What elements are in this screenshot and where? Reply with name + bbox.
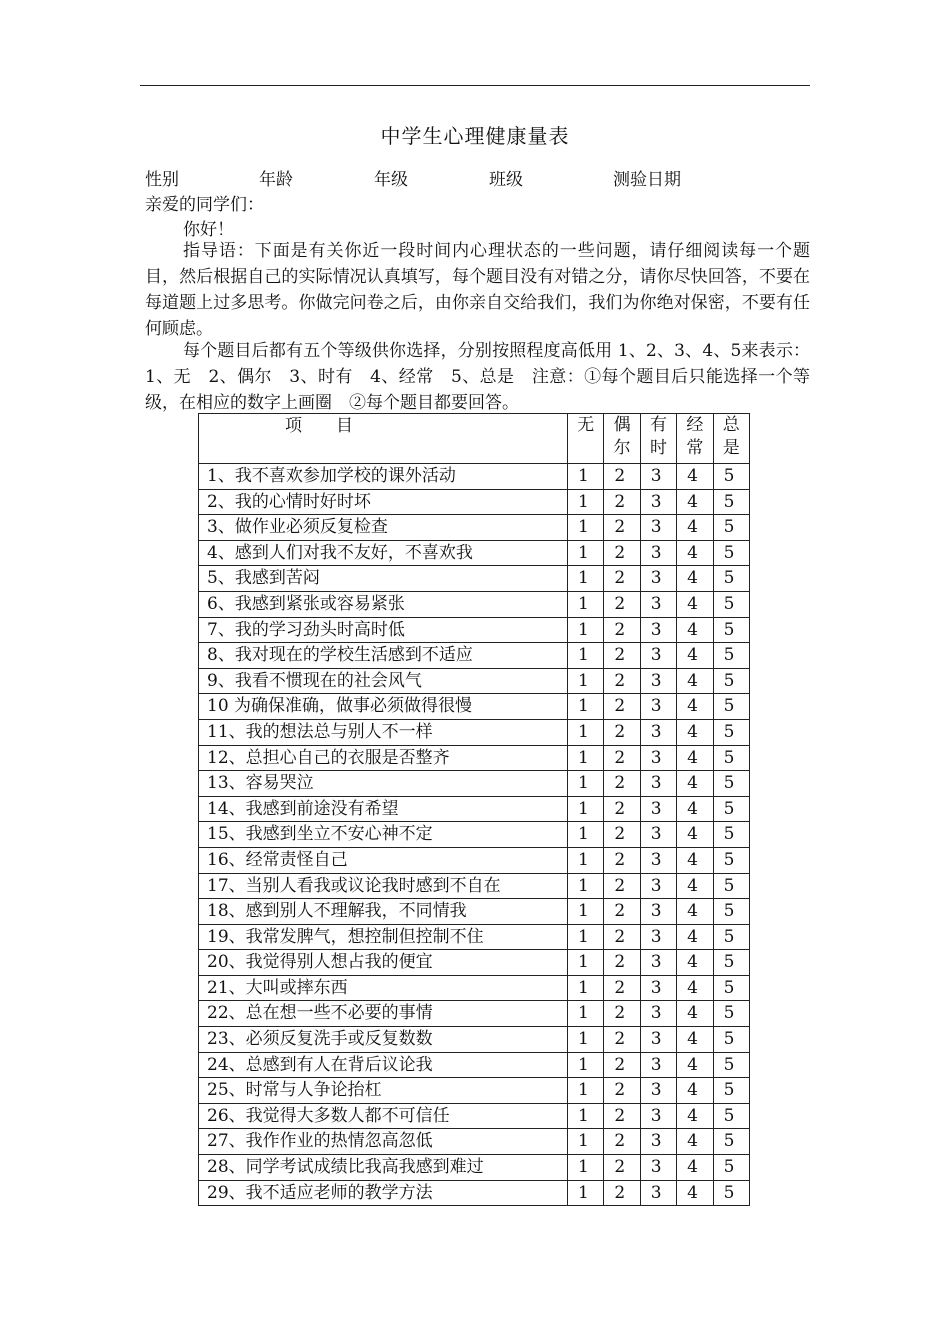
rating-option[interactable]: 3 bbox=[640, 771, 676, 797]
rating-option[interactable]: 2 bbox=[604, 975, 640, 1001]
rating-option[interactable]: 3 bbox=[640, 975, 676, 1001]
rating-option[interactable]: 5 bbox=[713, 464, 749, 490]
rating-option[interactable]: 3 bbox=[640, 1001, 676, 1027]
rating-option[interactable]: 3 bbox=[640, 719, 676, 745]
rating-option[interactable]: 4 bbox=[677, 540, 713, 566]
table-row bbox=[199, 1155, 750, 1181]
header-level-none: 无 bbox=[568, 414, 604, 464]
header-level-sometimes: 有 时 bbox=[640, 414, 676, 464]
rating-option[interactable]: 2 bbox=[604, 643, 640, 669]
question-text: 12、总担心自己的衣服是否整齐 bbox=[199, 745, 568, 771]
questionnaire-table bbox=[198, 413, 750, 1206]
header-rule bbox=[140, 85, 810, 86]
rating-option[interactable]: 5 bbox=[713, 1027, 749, 1053]
question-text: 7、我的学习劲头时高时低 bbox=[199, 617, 568, 643]
rating-option[interactable]: 2 bbox=[604, 1155, 640, 1181]
rating-option[interactable]: 3 bbox=[640, 873, 676, 899]
hello: 你好！ bbox=[183, 220, 234, 240]
table-row bbox=[199, 1001, 750, 1027]
rating-option[interactable]: 2 bbox=[604, 694, 640, 720]
rating-option[interactable]: 1 bbox=[568, 771, 604, 797]
rating-option[interactable]: 1 bbox=[568, 1155, 604, 1181]
rating-option[interactable]: 1 bbox=[568, 975, 604, 1001]
rating-option[interactable]: 3 bbox=[640, 643, 676, 669]
field-age-label: 年龄 bbox=[259, 170, 293, 190]
table-row bbox=[199, 975, 750, 1001]
rating-option[interactable]: 4 bbox=[677, 847, 713, 873]
rating-option[interactable]: 2 bbox=[604, 1180, 640, 1206]
rating-option[interactable]: 4 bbox=[677, 899, 713, 925]
table-row bbox=[199, 719, 750, 745]
rating-option[interactable]: 3 bbox=[640, 1052, 676, 1078]
rating-option[interactable]: 1 bbox=[568, 1078, 604, 1104]
rating-option[interactable]: 2 bbox=[604, 1052, 640, 1078]
table-row bbox=[199, 540, 750, 566]
field-date-label: 测验日期 bbox=[613, 170, 681, 190]
rating-option[interactable]: 5 bbox=[713, 694, 749, 720]
rating-option[interactable]: 3 bbox=[640, 464, 676, 490]
rating-option[interactable]: 2 bbox=[604, 566, 640, 592]
table-row bbox=[199, 847, 750, 873]
rating-option[interactable]: 2 bbox=[604, 847, 640, 873]
rating-option[interactable]: 4 bbox=[677, 1052, 713, 1078]
rating-option[interactable]: 4 bbox=[677, 771, 713, 797]
rating-option[interactable]: 1 bbox=[568, 745, 604, 771]
rating-option[interactable]: 1 bbox=[568, 515, 604, 541]
rating-option[interactable]: 4 bbox=[677, 1155, 713, 1181]
question-text: 21、大叫或摔东西 bbox=[199, 975, 568, 1001]
rating-option[interactable]: 1 bbox=[568, 489, 604, 515]
rating-option[interactable]: 5 bbox=[713, 515, 749, 541]
rating-option[interactable]: 4 bbox=[677, 873, 713, 899]
rating-option[interactable]: 3 bbox=[640, 822, 676, 848]
rating-option[interactable]: 1 bbox=[568, 1129, 604, 1155]
rating-option[interactable]: 3 bbox=[640, 847, 676, 873]
rating-option[interactable]: 4 bbox=[677, 975, 713, 1001]
rating-option[interactable]: 5 bbox=[713, 668, 749, 694]
table-row bbox=[199, 1129, 750, 1155]
rating-option[interactable]: 1 bbox=[568, 464, 604, 490]
rating-option[interactable]: 5 bbox=[713, 847, 749, 873]
rating-option[interactable]: 2 bbox=[604, 950, 640, 976]
field-class-label: 班级 bbox=[489, 170, 523, 190]
rating-option[interactable]: 2 bbox=[604, 1078, 640, 1104]
question-text: 15、我感到坐立不安心神不定 bbox=[199, 822, 568, 848]
rating-option[interactable]: 4 bbox=[677, 591, 713, 617]
question-text: 19、我常发脾气，想控制但控制不住 bbox=[199, 924, 568, 950]
question-text: 16、经常责怪自己 bbox=[199, 847, 568, 873]
table-row bbox=[199, 1103, 750, 1129]
table-row bbox=[199, 566, 750, 592]
question-text: 24、总感到有人在背后议论我 bbox=[199, 1052, 568, 1078]
rating-option[interactable]: 3 bbox=[640, 1078, 676, 1104]
rating-option[interactable]: 5 bbox=[713, 1103, 749, 1129]
question-text: 14、我感到前途没有希望 bbox=[199, 796, 568, 822]
table-row bbox=[199, 822, 750, 848]
rating-option[interactable]: 5 bbox=[713, 745, 749, 771]
instructions-paragraph: 指导语：下面是有关你近一段时间内心理状态的一些问题，请仔细阅读每一个题目，然后根据自己的实际情况认真填写，每个题目没有对错之分，请你尽快回答，不要在每道题上过多思考。你做完问卷之后，由你亲自交给我们，我们为你绝对保密，不要有任何顾虑。 bbox=[145, 241, 810, 339]
question-text: 27、我作作业的热情忽高忽低 bbox=[199, 1129, 568, 1155]
table-row bbox=[199, 643, 750, 669]
rating-option[interactable]: 3 bbox=[640, 1155, 676, 1181]
rating-option[interactable]: 1 bbox=[568, 719, 604, 745]
table-row bbox=[199, 515, 750, 541]
header-level-occasionally: 偶 尔 bbox=[604, 414, 640, 464]
rating-option[interactable]: 4 bbox=[677, 745, 713, 771]
rating-option[interactable]: 5 bbox=[713, 1078, 749, 1104]
table-row bbox=[199, 1078, 750, 1104]
question-text: 9、我看不惯现在的社会风气 bbox=[199, 668, 568, 694]
rating-option[interactable]: 3 bbox=[640, 899, 676, 925]
rating-option[interactable]: 1 bbox=[568, 1052, 604, 1078]
table-row bbox=[199, 796, 750, 822]
rating-option[interactable]: 2 bbox=[604, 745, 640, 771]
rating-option[interactable]: 1 bbox=[568, 1027, 604, 1053]
rating-option[interactable]: 2 bbox=[604, 591, 640, 617]
question-text: 22、总在想一些不必要的事情 bbox=[199, 1001, 568, 1027]
rating-option[interactable]: 3 bbox=[640, 796, 676, 822]
question-text: 11、我的想法总与别人不一样 bbox=[199, 719, 568, 745]
rating-option[interactable]: 5 bbox=[713, 975, 749, 1001]
table-row bbox=[199, 924, 750, 950]
rating-option[interactable]: 1 bbox=[568, 796, 604, 822]
rating-option[interactable]: 5 bbox=[713, 1180, 749, 1206]
rating-option[interactable]: 2 bbox=[604, 515, 640, 541]
rating-option[interactable]: 3 bbox=[640, 668, 676, 694]
rating-option[interactable]: 4 bbox=[677, 1180, 713, 1206]
table-row bbox=[199, 464, 750, 490]
rating-option[interactable]: 1 bbox=[568, 668, 604, 694]
rating-option[interactable]: 2 bbox=[604, 771, 640, 797]
rating-option[interactable]: 2 bbox=[604, 1001, 640, 1027]
rating-option[interactable]: 3 bbox=[640, 1103, 676, 1129]
rating-option[interactable]: 1 bbox=[568, 1001, 604, 1027]
rating-option[interactable]: 4 bbox=[677, 1027, 713, 1053]
rating-option[interactable]: 3 bbox=[640, 1129, 676, 1155]
question-text: 17、当别人看我或议论我时感到不自在 bbox=[199, 873, 568, 899]
rating-option[interactable]: 2 bbox=[604, 924, 640, 950]
rating-option[interactable]: 1 bbox=[568, 1180, 604, 1206]
rating-option[interactable]: 1 bbox=[568, 566, 604, 592]
rating-option[interactable]: 2 bbox=[604, 822, 640, 848]
rating-option[interactable]: 5 bbox=[713, 617, 749, 643]
rating-option[interactable]: 3 bbox=[640, 950, 676, 976]
question-text: 10 为确保准确，做事必须做得很慢 bbox=[199, 694, 568, 720]
field-grade-label: 年级 bbox=[374, 170, 408, 190]
header-item: 项 目 bbox=[199, 414, 568, 464]
rating-option[interactable]: 3 bbox=[640, 745, 676, 771]
rating-option[interactable]: 3 bbox=[640, 540, 676, 566]
rating-option[interactable]: 4 bbox=[677, 1129, 713, 1155]
table-row bbox=[199, 1027, 750, 1053]
rating-option[interactable]: 4 bbox=[677, 617, 713, 643]
question-text: 23、必须反复洗手或反复数数 bbox=[199, 1027, 568, 1053]
greeting: 亲爱的同学们： bbox=[145, 195, 264, 215]
table-row bbox=[199, 668, 750, 694]
rating-option[interactable]: 5 bbox=[713, 643, 749, 669]
rating-option[interactable]: 1 bbox=[568, 643, 604, 669]
rating-option[interactable]: 5 bbox=[713, 1001, 749, 1027]
rating-option[interactable]: 2 bbox=[604, 1129, 640, 1155]
table-row bbox=[199, 1052, 750, 1078]
rating-option[interactable]: 5 bbox=[713, 822, 749, 848]
table-row bbox=[199, 873, 750, 899]
rating-option[interactable]: 5 bbox=[713, 873, 749, 899]
rating-option[interactable]: 2 bbox=[604, 617, 640, 643]
table-row bbox=[199, 617, 750, 643]
rating-option[interactable]: 2 bbox=[604, 873, 640, 899]
header-level-always: 总 是 bbox=[713, 414, 749, 464]
rating-option[interactable]: 2 bbox=[604, 540, 640, 566]
question-text: 3、做作业必须反复检查 bbox=[199, 515, 568, 541]
rating-option[interactable]: 5 bbox=[713, 540, 749, 566]
question-text: 8、我对现在的学校生活感到不适应 bbox=[199, 643, 568, 669]
rating-option[interactable]: 2 bbox=[604, 796, 640, 822]
rating-option[interactable]: 5 bbox=[713, 771, 749, 797]
rating-option[interactable]: 2 bbox=[604, 719, 640, 745]
rating-option[interactable]: 4 bbox=[677, 643, 713, 669]
rating-option[interactable]: 4 bbox=[677, 1078, 713, 1104]
rating-option[interactable]: 1 bbox=[568, 950, 604, 976]
question-text: 29、我不适应老师的教学方法 bbox=[199, 1180, 568, 1206]
rating-option[interactable]: 1 bbox=[568, 1103, 604, 1129]
question-text: 28、同学考试成绩比我高我感到难过 bbox=[199, 1155, 568, 1181]
rating-option[interactable]: 4 bbox=[677, 489, 713, 515]
rating-option[interactable]: 3 bbox=[640, 515, 676, 541]
rating-option[interactable]: 5 bbox=[713, 1052, 749, 1078]
rating-option[interactable]: 3 bbox=[640, 566, 676, 592]
rating-option[interactable]: 5 bbox=[713, 924, 749, 950]
header-level-often: 经 常 bbox=[677, 414, 713, 464]
rating-option[interactable]: 4 bbox=[677, 719, 713, 745]
rating-option[interactable]: 3 bbox=[640, 1180, 676, 1206]
question-text: 25、时常与人争论抬杠 bbox=[199, 1078, 568, 1104]
rating-option[interactable]: 2 bbox=[604, 464, 640, 490]
rating-option[interactable]: 5 bbox=[713, 1129, 749, 1155]
question-text: 4、感到人们对我不友好，不喜欢我 bbox=[199, 540, 568, 566]
table-row bbox=[199, 745, 750, 771]
rating-option[interactable]: 5 bbox=[713, 796, 749, 822]
table-row bbox=[199, 899, 750, 925]
rating-option[interactable]: 3 bbox=[640, 591, 676, 617]
question-text: 2、我的心情时好时坏 bbox=[199, 489, 568, 515]
scoring-note-paragraph: 每个题目后都有五个等级供你选择，分别按照程度高低用 1、2、3、4、5来表示：1、无 2、偶尔 3、时有 4、经常 5、总是 注意：①每个题目后只能选择一个等级，在相应的数字上画圈 ②每个题目都要回答。 bbox=[145, 341, 810, 413]
question-text: 20、我觉得别人想占我的便宜 bbox=[199, 950, 568, 976]
table-row bbox=[199, 1180, 750, 1206]
table-row bbox=[199, 694, 750, 720]
question-text: 5、我感到苦闷 bbox=[199, 566, 568, 592]
rating-option[interactable]: 2 bbox=[604, 489, 640, 515]
rating-option[interactable]: 1 bbox=[568, 591, 604, 617]
rating-option[interactable]: 4 bbox=[677, 694, 713, 720]
rating-option[interactable]: 5 bbox=[713, 591, 749, 617]
rating-option[interactable]: 1 bbox=[568, 617, 604, 643]
rating-option[interactable]: 4 bbox=[677, 464, 713, 490]
rating-option[interactable]: 4 bbox=[677, 668, 713, 694]
table-row bbox=[199, 771, 750, 797]
rating-option[interactable]: 1 bbox=[568, 822, 604, 848]
rating-option[interactable]: 5 bbox=[713, 950, 749, 976]
question-text: 6、我感到紧张或容易紧张 bbox=[199, 591, 568, 617]
rating-option[interactable]: 3 bbox=[640, 617, 676, 643]
rating-option[interactable]: 5 bbox=[713, 489, 749, 515]
rating-option[interactable]: 3 bbox=[640, 694, 676, 720]
field-gender-label: 性别 bbox=[145, 170, 179, 190]
rating-option[interactable]: 1 bbox=[568, 924, 604, 950]
rating-option[interactable]: 4 bbox=[677, 566, 713, 592]
rating-option[interactable]: 4 bbox=[677, 1103, 713, 1129]
rating-option[interactable]: 4 bbox=[677, 1001, 713, 1027]
rating-option[interactable]: 4 bbox=[677, 796, 713, 822]
rating-option[interactable]: 1 bbox=[568, 694, 604, 720]
question-text: 26、我觉得大多数人都不可信任 bbox=[199, 1103, 568, 1129]
table-row bbox=[199, 489, 750, 515]
rating-option[interactable]: 4 bbox=[677, 924, 713, 950]
rating-option[interactable]: 5 bbox=[713, 566, 749, 592]
rating-option[interactable]: 3 bbox=[640, 924, 676, 950]
rating-option[interactable]: 1 bbox=[568, 540, 604, 566]
rating-option[interactable]: 4 bbox=[677, 822, 713, 848]
table-row bbox=[199, 950, 750, 976]
document-title: 中学生心理健康量表 bbox=[380, 124, 570, 148]
rating-option[interactable]: 2 bbox=[604, 899, 640, 925]
rating-option[interactable]: 2 bbox=[604, 1027, 640, 1053]
rating-option[interactable]: 2 bbox=[604, 1103, 640, 1129]
rating-option[interactable]: 3 bbox=[640, 489, 676, 515]
question-text: 18、感到别人不理解我，不同情我 bbox=[199, 899, 568, 925]
rating-option[interactable]: 1 bbox=[568, 899, 604, 925]
rating-option[interactable]: 5 bbox=[713, 719, 749, 745]
question-text: 13、容易哭泣 bbox=[199, 771, 568, 797]
rating-option[interactable]: 4 bbox=[677, 950, 713, 976]
table-row bbox=[199, 591, 750, 617]
table-header-row bbox=[199, 414, 750, 464]
rating-option[interactable]: 4 bbox=[677, 515, 713, 541]
rating-option[interactable]: 3 bbox=[640, 1027, 676, 1053]
rating-option[interactable]: 5 bbox=[713, 1155, 749, 1181]
rating-option[interactable]: 2 bbox=[604, 668, 640, 694]
rating-option[interactable]: 1 bbox=[568, 873, 604, 899]
rating-option[interactable]: 1 bbox=[568, 847, 604, 873]
rating-option[interactable]: 5 bbox=[713, 899, 749, 925]
question-text: 1、我不喜欢参加学校的课外活动 bbox=[199, 464, 568, 490]
